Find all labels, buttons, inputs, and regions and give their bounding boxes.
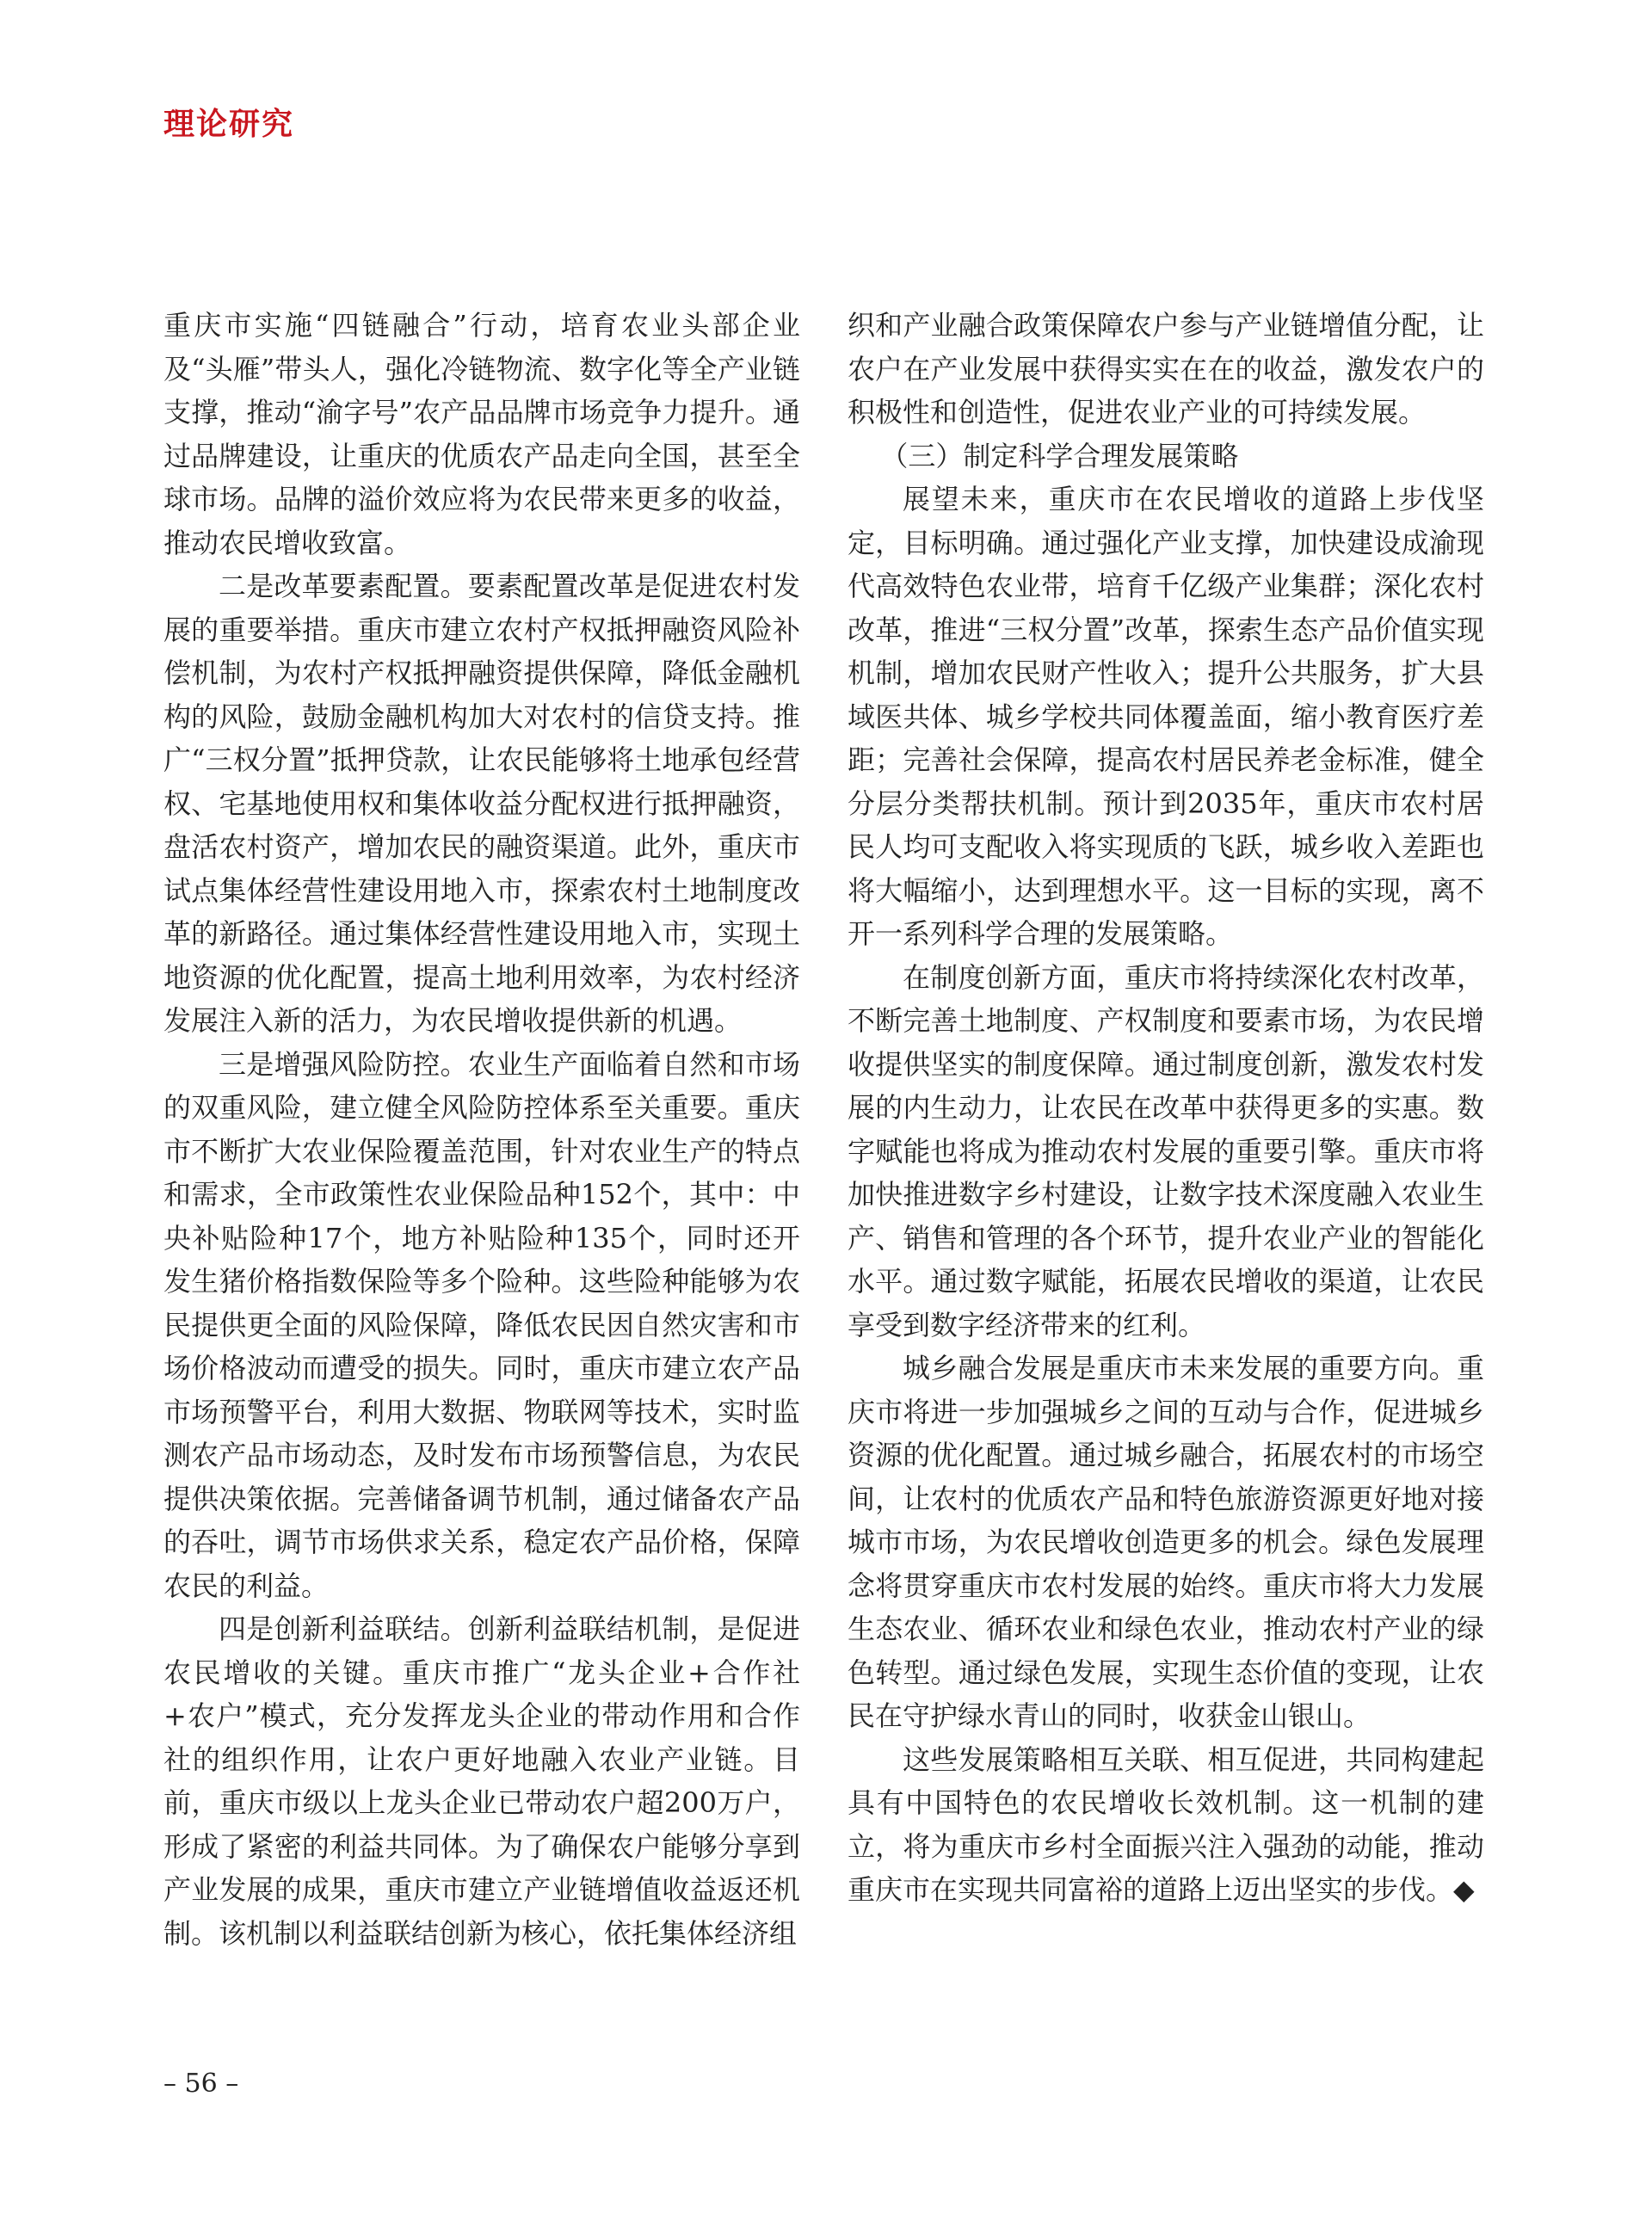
paragraph: [848, 1738, 1484, 1912]
section-title: 理论研究: [163, 107, 295, 142]
paragraph-text: 这些发展策略相互关联、相互促进，共同构建起具有中国特色的农民增收长效机制。这一机制的建立，将为重庆市乡村全面振兴注入强劲的动能，推动重庆市在实现共同富裕的道路上迈出坚实的步伐。: [848, 1742, 1484, 1906]
paragraph: 二是改革要素配置。要素配置改革是促进农村发展的重要举措。重庆市建立农村产权抵押融资风险补偿机制，为农村产权抵押融资提供保障，降低金融机构的风险，鼓励金融机构加大对农村的信贷支持。推广“三权分置”抵押贷款，让农民能够将土地承包经营权、宅基地使用权和集体收益分配权进行抵押融资，盘活农村资产，增加农民的融资渠道。此外，重庆市试点集体经营性建设用地入市，探索农村土地制度改革的新路径。通过集体经营性建设用地入市，实现土地资源的优化配置，提高土地利用效率，为农村经济发展注入新的活力，为农民增收提供新的机遇。: [163, 570, 800, 1037]
paragraph: 织和产业融合政策保障农户参与产业链增值分配，让农户在产业发展中获得实实在在的收益，激发农户的积极性和创造性，促进农业产业的可持续发展。: [848, 309, 1484, 429]
paragraph: 三是增强风险防控。农业生产面临着自然和市场的双重风险，建立健全风险防控体系至关重要。重庆市不断扩大农业保险覆盖范围，针对农业生产的特点和需求，全市政策性农业保险品种152个，其中：中央补贴险种17个，地方补贴险种135个，同时还开发生猪价格指数保险等多个险种。这些险种能够为农民提供更全面的风险保障，降低农民因自然灾害和市场价格波动而遭受的损失。同时，重庆市建立农产品市场预警平台，利用大数据、物联网等技术，实时监测农产品市场动态，及时发布市场预警信息，为农民提供决策依据。完善储备调节机制，通过储备农产品的吞吐，调节市场供求关系，稳定农产品价格，保障农民的利益。: [163, 1047, 800, 1602]
paragraph: 重庆市实施“四链融合”行动，培育农业头部企业及“头雁”带头人，强化冷链物流、数字化等全产业链支撑，推动“渝字号”农产品品牌市场竞争力提升。通过品牌建设，让重庆的优质农产品走向全国，甚至全球市场。品牌的溢价效应将为农民带来更多的收益，推动农民增收致富。: [163, 309, 800, 559]
page-number: – 56 –: [163, 2069, 239, 2099]
paragraph: 展望未来，重庆市在农民增收的道路上步伐坚定，目标明确。通过强化产业支撑，加快建设成渝现代高效特色农业带，培育千亿级产业集群；深化农村改革，推进“三权分置”改革，探索生态产品价值实现机制，增加农民财产性收入；提升公共服务，扩大县域医共体、城乡学校共同体覆盖面，缩小教育医疗差距；完善社会保障，提高农村居民养老金标准，健全分层分类帮扶机制。预计到2035年，重庆市农村居民人均可支配收入将实现质的飞跃，城乡收入差距也将大幅缩小，达到理想水平。这一目标的实现，离不开一系列科学合理的发展策略。: [848, 483, 1484, 950]
paragraph: 城乡融合发展是重庆市未来发展的重要方向。重庆市将进一步加强城乡之间的互动与合作，促进城乡资源的优化配置。通过城乡融合，拓展农村的市场空间，让农村的优质农产品和特色旅游资源更好地对接城市市场，为农民增收创造更多的机会。绿色发展理念将贯穿重庆市农村发展的始终。重庆市将大力发展生态农业、循环农业和绿色农业，推动农村产业的绿色转型。通过绿色发展，实现生态价值的变现，让农民在守护绿水青山的同时，收获金山银山。: [848, 1352, 1484, 1732]
paragraph: 在制度创新方面，重庆市将持续深化农村改革，不断完善土地制度、产权制度和要素市场，为农民增收提供坚实的制度保障。通过制度创新，激发农村发展的内生动力，让农民在改革中获得更多的实惠。数字赋能也将成为推动农村发展的重要引擎。重庆市将加快推进数字乡村建设，让数字技术深度融入农业生产、销售和管理的各个环节，提升农业产业的智能化水平。通过数字赋能，拓展农民增收的渠道，让农民享受到数字经济带来的红利。: [848, 960, 1484, 1341]
right-column: [848, 304, 1484, 1912]
end-mark-icon: ◆: [1453, 1873, 1475, 1906]
section-subheading: （三）制定科学合理发展策略: [880, 439, 1239, 472]
left-column: [163, 304, 800, 1955]
paragraph: 四是创新利益联结。创新利益联结机制，是促进农民增收的关键。重庆市推广“龙头企业+合作社+农户”模式，充分发挥龙头企业的带动作用和合作社的组织作用，让农户更好地融入农业产业链。目前，重庆市级以上龙头企业已带动农户超200万户，形成了紧密的利益共同体。为了确保农户能够分享到产业发展的成果，重庆市建立产业链增值收益返还机制。该机制以利益联结创新为核心，依托集体经济组: [163, 1612, 800, 1950]
